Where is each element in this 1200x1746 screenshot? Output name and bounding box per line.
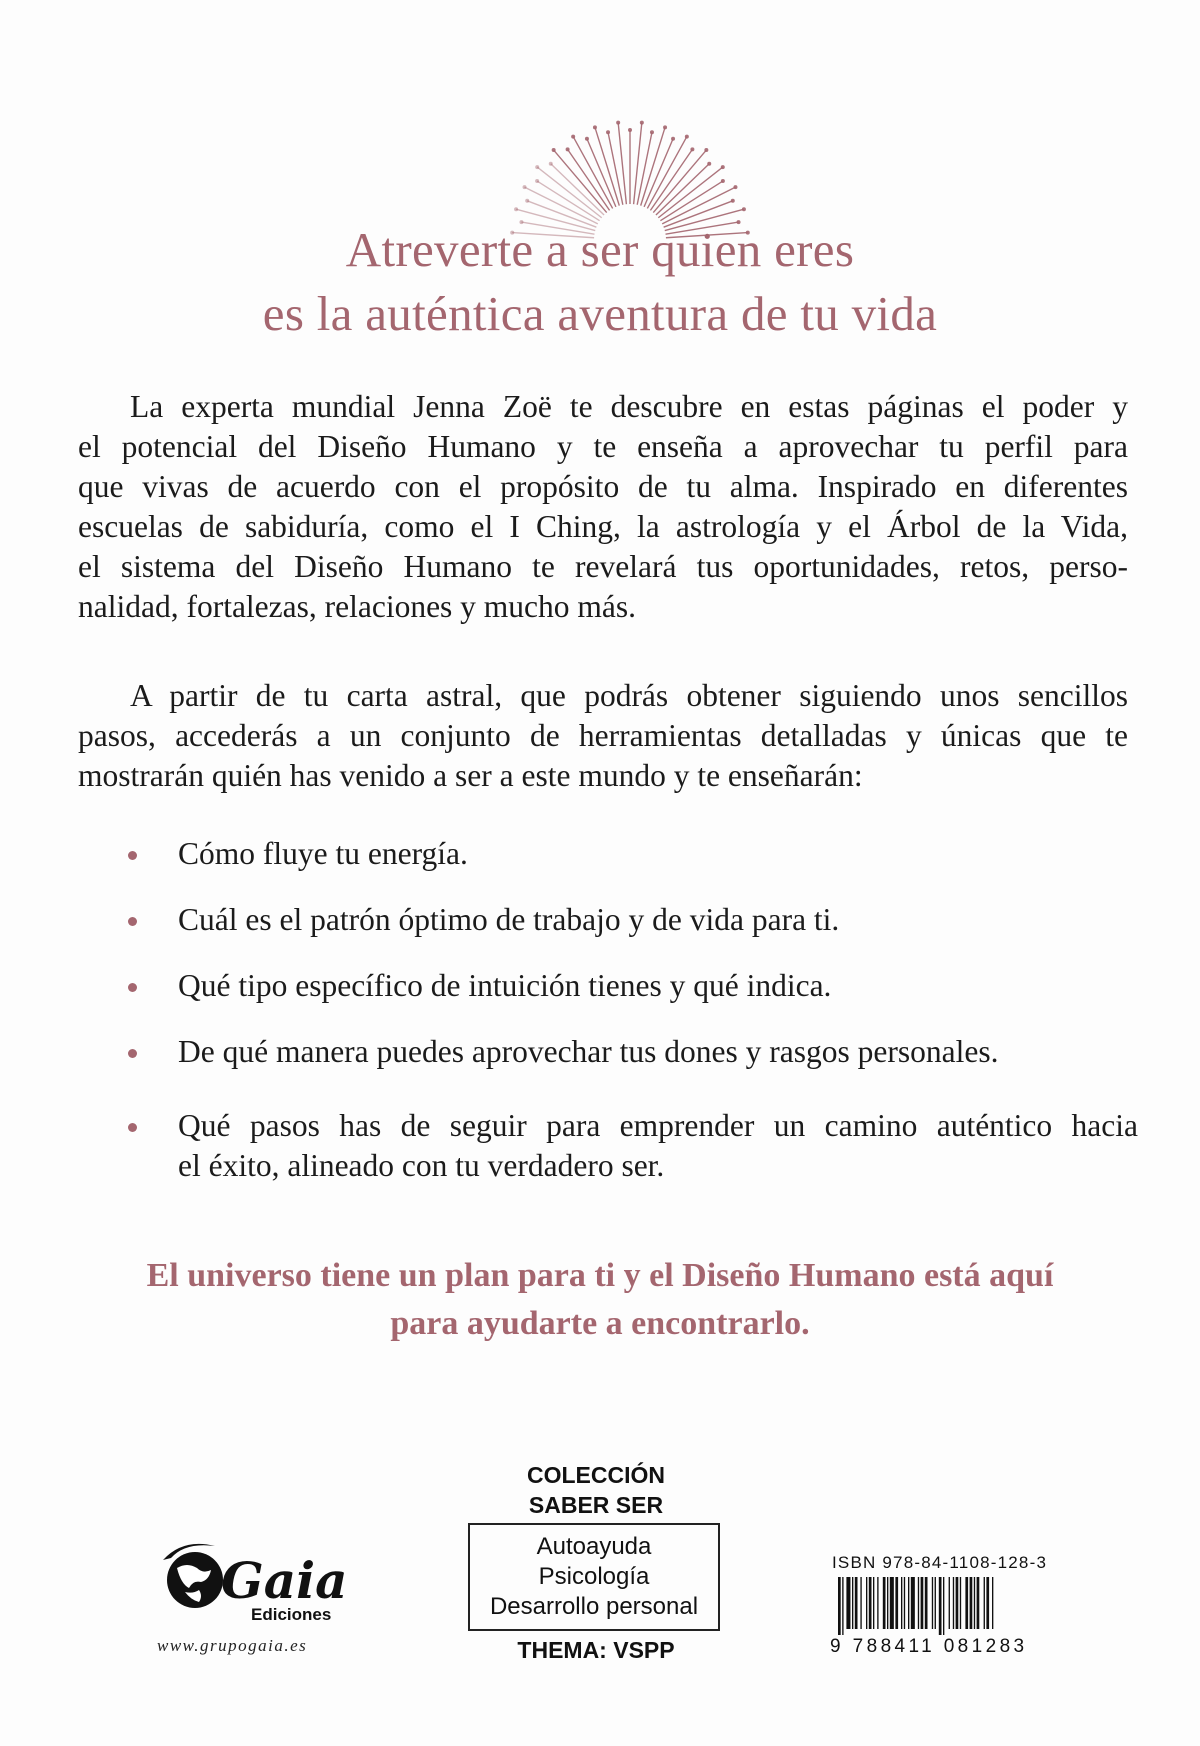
barcode-bar [883, 1577, 886, 1629]
gaia-logo [155, 1540, 365, 1630]
barcode-bar [901, 1577, 902, 1629]
sunburst-ray [647, 137, 687, 209]
barcode-bar [956, 1577, 959, 1629]
isbn-barcode [838, 1577, 1060, 1635]
barcode-bar [842, 1577, 843, 1635]
sunburst-ray-tip [742, 207, 746, 211]
barcode-bar [992, 1577, 993, 1629]
sunburst-ray-tip [525, 199, 529, 203]
paragraph-line: La experta mundial Jenna Zoë te descubre en estas páginas el poder y [130, 389, 1128, 424]
sunburst-ray-tip [628, 128, 632, 132]
paragraph-line: escuelas de sabiduría, como el I Ching, la astrología y el Árbol de la Vida, [78, 509, 1128, 544]
barcode-bar [852, 1577, 853, 1629]
sunburst-ray-tip [690, 147, 694, 151]
bullet-dot [128, 1123, 137, 1132]
bullet-dot [128, 851, 137, 860]
category: Desarrollo personal [489, 1593, 699, 1620]
list-item-text: Cuál es el patrón óptimo de trabajo y de vida para ti. [178, 902, 840, 937]
sunburst-ray-tip [704, 148, 708, 152]
paragraph-line: que vivas de acuerdo con el propósito de tu alma. Inspirado en diferentes [78, 469, 1128, 504]
category: Psicología [538, 1563, 650, 1590]
barcode-bar [877, 1577, 878, 1629]
closing-line-1: El universo tiene un plan para ti y el Diseño Humano está aquí [146, 1257, 1054, 1294]
list-item-text: Cómo fluye tu energía. [178, 836, 468, 871]
sunburst-ray-tip [593, 125, 597, 129]
barcode-bar [974, 1577, 975, 1629]
paragraph-line: nalidad, fortalezas, relaciones y mucho más. [78, 589, 637, 624]
sunburst-ray-tip [663, 125, 667, 129]
barcode-bar [866, 1577, 867, 1629]
barcode-bar [960, 1577, 961, 1629]
sunburst-ray [653, 150, 706, 213]
barcode-bar [860, 1577, 861, 1629]
collection-line-1: COLECCIÓN [527, 1462, 665, 1488]
barcode-bar [977, 1577, 980, 1629]
barcode-bar [943, 1577, 944, 1635]
sunburst-ray-tip [523, 185, 527, 189]
sunburst-ray-tip [640, 121, 644, 125]
sunburst-ray [554, 150, 607, 213]
sunburst-ray-tip [514, 207, 518, 211]
sunburst-ray-tip [535, 165, 539, 169]
categories-box [468, 1523, 720, 1631]
bullet-dot [128, 917, 137, 926]
description-paragraph-2 [78, 676, 1128, 796]
sunburst-ray-tip [650, 130, 654, 134]
sunburst-ray-tip [733, 185, 737, 189]
sunburst-ray-tip [685, 135, 689, 139]
barcode-bar [887, 1577, 888, 1629]
barcode-bar [855, 1577, 858, 1629]
paragraph-line: mostrarán quién has venido a ser a este mundo y te enseñarán: [78, 758, 863, 793]
paragraph-line: el potencial del Diseño Humano y te enseña a aprovechar tu perfil para [78, 429, 1128, 464]
isbn-label: ISBN 978-84-1108-128-3 [832, 1553, 1048, 1572]
list-item-text: el éxito, alineado con tu verdadero ser. [178, 1148, 665, 1183]
barcode-bar [904, 1577, 905, 1629]
sunburst-ray [568, 149, 610, 210]
thema-code: THEMA: VSPP [517, 1637, 675, 1663]
barcode-bar [925, 1577, 928, 1629]
sunburst-ray [650, 149, 692, 210]
sunburst-ray-tip [585, 137, 589, 141]
sunburst-ray-tip [535, 179, 539, 183]
publisher-website: www.grupogaia.es [157, 1636, 308, 1655]
sunburst-ray [618, 123, 626, 205]
barcode-bar [986, 1577, 989, 1629]
sunburst-ray-tip [571, 135, 575, 139]
paragraph-line: pasos, accederás a un conjunto de herramientas detalladas y únicas que te [78, 718, 1128, 753]
category: Autoayuda [536, 1533, 652, 1560]
barcode-bar [953, 1577, 954, 1629]
paragraph-line: el sistema del Diseño Humano te revelará tus oportunidades, retos, perso- [78, 549, 1128, 584]
collection-title [468, 1460, 724, 1520]
barcode-bar [918, 1577, 919, 1629]
sunburst-ray-tip [707, 162, 711, 166]
sunburst-ray-tip [606, 130, 610, 134]
barcode-bar [908, 1577, 909, 1629]
barcode-bar [939, 1577, 942, 1635]
barcode-bar [921, 1577, 924, 1629]
logo-wordmark: Gaia [221, 1551, 348, 1610]
sunburst-ray-tip [721, 179, 725, 183]
barcode-bar [895, 1577, 898, 1629]
barcode-bar [911, 1577, 915, 1629]
paragraph-line: A partir de tu carta astral, que podrás obtener siguiendo unos sencillos [130, 678, 1128, 713]
list-item-text: Qué pasos has de seguir para emprender un camino auténtico hacia [178, 1108, 1138, 1143]
tagline-line-1: Atreverte a ser quien eres [345, 222, 855, 277]
list-item-text: De qué manera puedes aprovechar tus dones y rasgos personales. [178, 1034, 999, 1069]
sunburst-ray-tip [731, 199, 735, 203]
sunburst-ray-tip [721, 165, 725, 169]
sunburst-ray-tip [616, 121, 620, 125]
barcode-bar [846, 1577, 850, 1629]
barcode-bar [890, 1577, 894, 1629]
barcode-bar [873, 1577, 874, 1629]
sunburst-ray-tip [552, 148, 556, 152]
sunburst-ray-tip [549, 162, 553, 166]
logo-subtext: Ediciones [251, 1605, 332, 1624]
barcode-bar [838, 1577, 841, 1635]
collection-line-2: SABER SER [528, 1492, 664, 1518]
closing-line-2: para ayudarte a encontrarlo. [390, 1305, 810, 1342]
sunburst-ray [573, 137, 613, 209]
sunburst-ray-tip [566, 147, 570, 151]
description-paragraph-1 [78, 387, 1128, 627]
isbn-digits: 9 788411 081283 [830, 1636, 1028, 1657]
barcode-bar [869, 1577, 872, 1629]
barcode-bar [970, 1577, 973, 1629]
barcode-bar [935, 1577, 936, 1629]
barcode-bar [965, 1577, 968, 1629]
sunburst-ray-tip [671, 137, 675, 141]
bullet-dot [128, 1049, 137, 1058]
sunburst-ray [634, 123, 642, 205]
bullet-dot [128, 983, 137, 992]
list-item-text: Qué tipo específico de intuición tienes y qué indica. [178, 968, 832, 1003]
barcode-bar [949, 1577, 950, 1629]
barcode-bar [984, 1577, 985, 1629]
barcode-bar [932, 1577, 933, 1629]
tagline-line-2: es la auténtica aventura de tu vida [262, 286, 938, 341]
